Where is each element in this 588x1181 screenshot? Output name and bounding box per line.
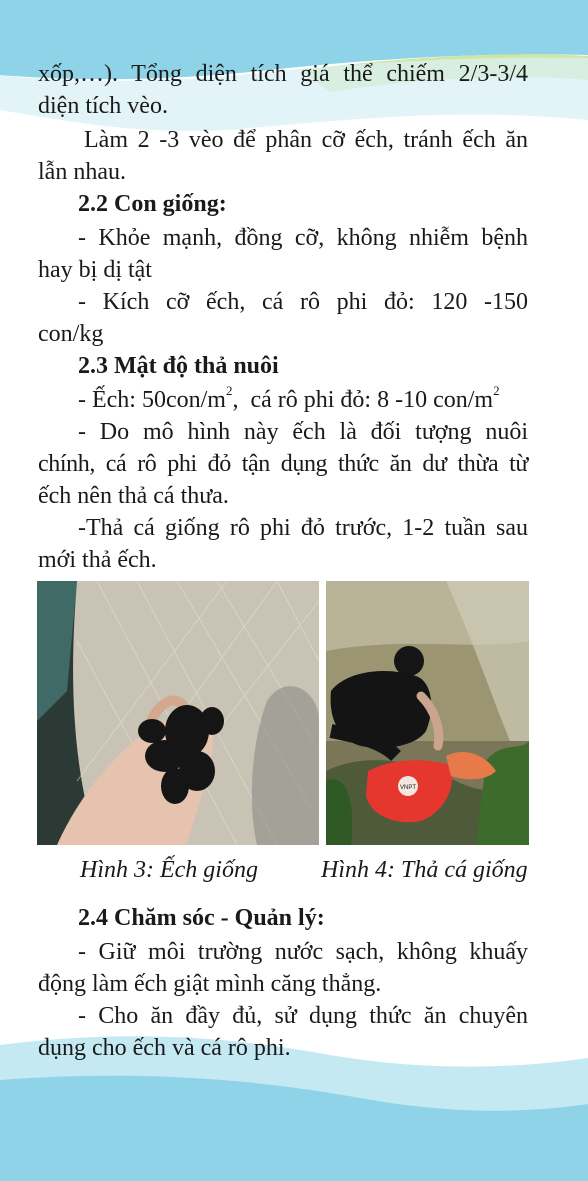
paragraph-seed-size-line: con/kg: [38, 321, 104, 347]
paragraph-seed-health-line: - Khỏe mạnh, đồng cỡ, không nhiễm bệnh: [78, 225, 528, 251]
paragraph-water-line: - Giữ môi trường nước sạch, không khuấy: [78, 939, 528, 965]
frog-photo-illustration: [37, 581, 319, 845]
paragraph-water-line: động làm ếch giật mình căng thẳng.: [38, 971, 382, 997]
fish-release-photo-illustration: [326, 581, 529, 845]
density-tilapia: cá rô phi đỏ: 8 -10 con/m: [250, 387, 494, 413]
paragraph-model-line: - Do mô hình này ếch là đối tượng nuôi: [78, 419, 528, 445]
superscript: 2: [225, 383, 233, 398]
paragraph-feeding-line: - Cho ăn đầy đủ, sử dụng thức ăn chuyên: [78, 1003, 528, 1029]
paragraph-area-line: xốp,…). Tổng diện tích giá thể chiếm 2/3-3/4: [38, 61, 528, 87]
figure-3-photo: [37, 581, 319, 845]
density-line: - Ếch: $50con/m^2$, cá rô phi đỏ: 8 -10 con/$m^2$: [78, 383, 500, 413]
figure-4-caption: Hình 4: Thả cá giống: [321, 857, 528, 883]
figure-3-caption: Hình 3: Ếch giống: [80, 857, 258, 883]
density-frog: - Ếch: 50con/m: [78, 387, 226, 413]
paragraph-cages-line: Làm 2 -3 vèo để phân cỡ ếch, tránh ếch ăn: [84, 127, 528, 153]
paragraph-stocking-line: -Thả cá giống rô phi đỏ trước, 1-2 tuần sau: [78, 515, 528, 541]
paragraph-cages-line: lẫn nhau.: [38, 159, 126, 185]
superscript: 2: [493, 383, 500, 398]
paragraph-feeding-line: dụng cho ếch và cá rô phi.: [38, 1035, 291, 1061]
bag-logo-text: VNPT: [399, 785, 417, 791]
heading-2-2: 2.2 Con giống:: [78, 191, 227, 217]
paragraph-model-line: ếch nên thả cá thưa.: [38, 483, 229, 509]
paragraph-seed-size-line: - Kích cỡ ếch, cá rô phi đỏ: 120 -150: [78, 289, 528, 315]
heading-2-3: 2.3 Mật độ thả nuôi: [78, 353, 279, 379]
paragraph-stocking-line: mới thả ếch.: [38, 547, 157, 573]
paragraph-model-line: chính, cá rô phi đỏ tận dụng thức ăn dư thừa từ: [38, 451, 528, 477]
heading-2-4: 2.4 Chăm sóc - Quản lý:: [78, 905, 325, 931]
paragraph-area-line: diện tích vèo.: [38, 93, 168, 119]
figure-4-photo: [326, 581, 529, 845]
paragraph-seed-health-line: hay bị dị tật: [38, 257, 152, 283]
